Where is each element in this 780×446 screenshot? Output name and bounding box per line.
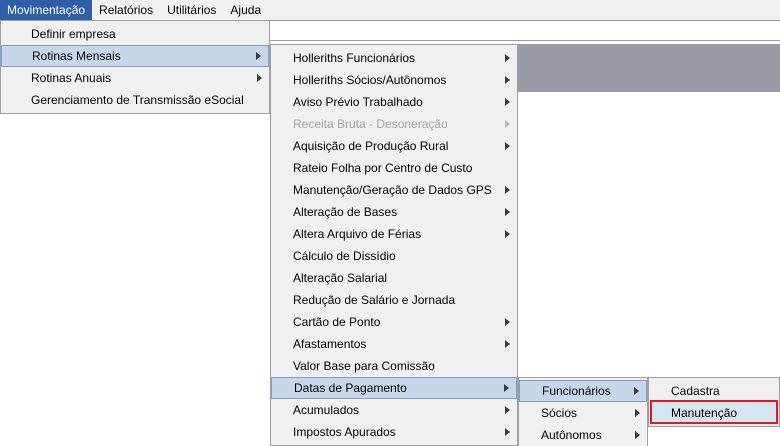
menu-item-label: Holleriths Funcionários <box>293 51 416 65</box>
menu-item-afastamentos[interactable] <box>271 333 517 355</box>
menu-item-label: Rotinas Anuais <box>31 71 112 85</box>
chevron-right-icon <box>635 409 640 417</box>
chevron-right-icon <box>505 208 510 216</box>
menu-item-label: Aviso Prévio Trabalhado <box>293 95 423 109</box>
menu-item-rotinas-mensais[interactable] <box>1 45 269 67</box>
chevron-right-icon <box>505 186 510 194</box>
menu-item-label: Alteração de Bases <box>293 205 398 219</box>
menu-item-impostos-apurados[interactable] <box>271 421 517 443</box>
chevron-right-icon <box>505 142 510 150</box>
menu-item-holleriths-socios-autonomos[interactable] <box>271 69 517 91</box>
menu-item-holleriths-funcionarios[interactable] <box>271 47 517 69</box>
menu-item-label: Afastamentos <box>293 337 367 351</box>
menu-item-cadastra[interactable] <box>649 380 779 402</box>
menu-item-label: Aquisição de Produção Rural <box>293 139 449 153</box>
chevron-right-icon <box>635 431 640 439</box>
chevron-right-icon <box>505 406 510 414</box>
menu-item-label: Definir empresa <box>31 27 116 41</box>
chevron-right-icon <box>634 387 639 395</box>
workspace-gray-panel-strip <box>490 90 780 92</box>
menu-item-label: Rotinas Mensais <box>32 49 121 63</box>
menu-item-label: Datas de Pagamento <box>294 381 407 395</box>
menu-item-label: Acumulados <box>293 403 360 417</box>
chevron-right-icon <box>505 428 510 436</box>
menu-item-socios[interactable] <box>519 402 647 424</box>
menu-item-aviso-previo-trabalhado[interactable] <box>271 91 517 113</box>
menu-item-label: Cadastra <box>671 384 720 398</box>
menu-item-label: Impostos Apurados <box>293 425 396 439</box>
chevron-right-icon <box>505 318 510 326</box>
menu-item-label: Cartão de Ponto <box>293 315 381 329</box>
menu-item-label: Gerenciamento de Transmissão eSocial <box>31 93 244 107</box>
menu-item-label: Sócios <box>541 406 578 420</box>
menu-item-label: Manutenção <box>671 406 738 420</box>
chevron-right-icon <box>504 384 509 392</box>
menu-item-autonomos[interactable] <box>519 424 647 446</box>
menu-datas-pagamento <box>518 377 648 446</box>
menubar-item-ajuda[interactable]: Ajuda <box>230 3 262 17</box>
menu-item-funcionarios[interactable] <box>519 380 647 402</box>
chevron-right-icon <box>505 98 510 106</box>
menu-item-datas-de-pagamento[interactable] <box>271 377 517 399</box>
menubar-item-movimentacao[interactable]: Movimentação <box>0 0 92 20</box>
chevron-right-icon <box>256 52 261 60</box>
menu-item-label: Cálculo de Dissídio <box>293 249 396 263</box>
menu-item-manutencao[interactable] <box>649 402 779 424</box>
menu-item-label: Funcionários <box>542 384 611 398</box>
menu-item-label: Receita Bruta - Desoneração <box>293 117 448 131</box>
menu-bar <box>0 0 780 21</box>
workspace-toolbar <box>270 20 780 41</box>
menu-item-rateio-folha-centro-custo[interactable] <box>271 157 517 179</box>
menubar-item-relatorios[interactable]: Relatórios <box>99 3 154 17</box>
menu-item-reducao-salario-jornada[interactable] <box>271 289 517 311</box>
chevron-right-icon <box>505 76 510 84</box>
menu-item-label: Rateio Folha por Centro de Custo <box>293 161 473 175</box>
menu-item-cartao-de-ponto[interactable] <box>271 311 517 333</box>
menu-item-label: Alteração Salarial <box>293 271 388 285</box>
menu-item-label: Valor Base para Comissão <box>293 359 435 373</box>
menu-item-alteracao-de-bases[interactable] <box>271 201 517 223</box>
menu-item-acumulados[interactable] <box>271 399 517 421</box>
chevron-right-icon <box>505 230 510 238</box>
workspace-gray-panel <box>490 44 780 90</box>
chevron-right-icon <box>257 74 262 82</box>
menu-item-label: Manutenção/Geração de Dados GPS <box>293 183 492 197</box>
menu-rotinas-mensais <box>270 44 518 446</box>
menu-funcionarios-submenu <box>648 377 780 427</box>
menu-item-label: Holleriths Sócios/Autônomos <box>293 73 447 87</box>
menu-movimentacao <box>0 20 270 114</box>
menu-item-aquisicao-producao-rural[interactable] <box>271 135 517 157</box>
chevron-right-icon <box>505 120 510 128</box>
menu-item-alteracao-salarial[interactable] <box>271 267 517 289</box>
menubar-item-utilitarios[interactable]: Utilitários <box>167 3 217 17</box>
menu-item-altera-arquivo-ferias[interactable] <box>271 223 517 245</box>
menu-item-valor-base-comissao[interactable] <box>271 355 517 377</box>
chevron-right-icon <box>505 54 510 62</box>
menu-item-definir-empresa[interactable] <box>1 23 269 45</box>
menu-item-label: Redução de Salário e Jornada <box>293 293 456 307</box>
chevron-right-icon <box>505 340 510 348</box>
menu-item-label: Autônomos <box>541 428 602 442</box>
menu-item-calculo-de-dissidio[interactable] <box>271 245 517 267</box>
menu-item-manutencao-geracao-dados-gps[interactable] <box>271 179 517 201</box>
menu-item-receita-bruta-desoneracao <box>271 113 517 135</box>
menu-item-rotinas-anuais[interactable] <box>1 67 269 89</box>
menu-item-label: Altera Arquivo de Férias <box>293 227 422 241</box>
menu-item-gerenciamento-transmissao-esocial[interactable] <box>1 89 269 111</box>
